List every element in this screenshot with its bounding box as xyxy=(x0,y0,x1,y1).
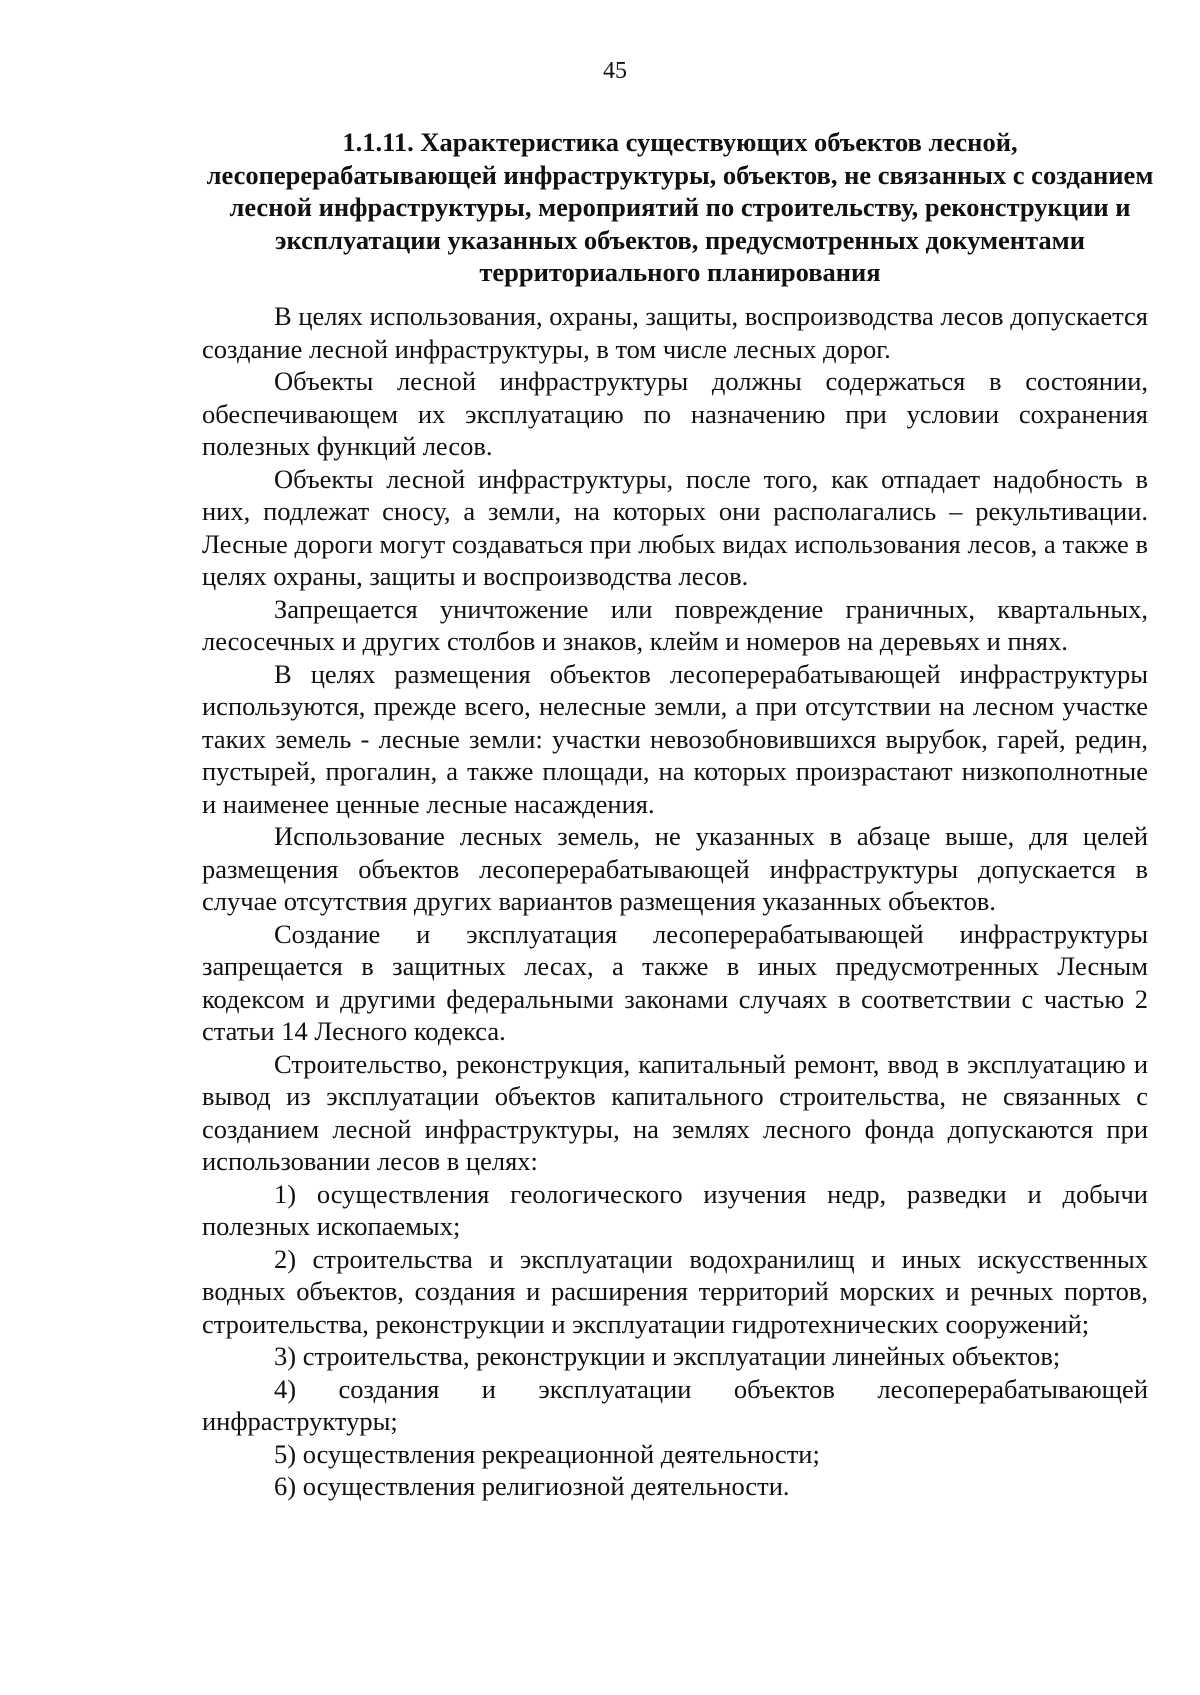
paragraph: Строительство, реконструкция, капитальный ремонт, ввод в эксплуатацию и вывод из эксплуатации объектов капитального строительства, не связанных с созданием лесной инфраструктуры, на землях лесного фонда допускаются при использовании лесов в целях: xyxy=(202,1048,1148,1176)
paragraph: В целях использования, охраны, защиты, воспроизводства лесов допускается создание лесной инфраструктуры, в том числе лесных дорог. xyxy=(202,301,1148,364)
paragraph: Объекты лесной инфраструктуры, после того, как отпадает надобность в них, подлежат сносу, а земли, на которых они располагались – рекультивации. Лесные дороги могут создаваться при любых видах использования лесов, а также в целях охраны, защиты и воспроизводства лесов. xyxy=(202,463,1148,591)
paragraph: Объекты лесной инфраструктуры должны содержаться в состоянии, обеспечивающем их эксплуатацию по назначению при условии сохранения полезных функций лесов. xyxy=(202,366,1148,461)
list-item: 2) строительства и эксплуатации водохранилищ и иных искусственных водных объектов, создания и расширения территорий морских и речных портов, строительства, реконструкции и эксплуатации гидротехнических сооружений; xyxy=(202,1243,1148,1339)
list-item: 5) осуществления рекреационной деятельности; xyxy=(274,1438,820,1469)
paragraph: Запрещается уничтожение или повреждение граничных, квартальных, лесосечных и других столбов и знаков, клейм и номеров на деревьях и пнях. xyxy=(202,593,1148,656)
list-item: 3) строительства, реконструкции и эксплуатации линейных объектов; xyxy=(274,1341,1061,1371)
paragraph: В целях размещения объектов лесоперерабатывающей инфраструктуры используются, прежде всего, нелесные земли, а при отсутствии на лесном участке таких земель - лесные земли: участки невозобновившихся вырубок, гарей, редин, пустырей, прогалин, а также площади, на которых произрастают низкополнотные и наименее ценные лесные насаждения. xyxy=(202,658,1148,819)
document-body xyxy=(202,300,1148,1503)
section-heading: 1.1.11. Характеристика существующих объектов лесной, лесоперерабатывающей инфраструктуры, объектов, не связанных с созданием лесной инфраструктуры, мероприятий по строительству, реконструкции и эксплуатации указанных объектов, предусмотренных документами территориального планирования xyxy=(206,127,1154,287)
paragraph: Использование лесных земель, не указанных в абзаце выше, для целей размещения объектов лесоперерабатывающей инфраструктуры допускается в случае отсутствия других вариантов размещения указанных объектов. xyxy=(202,821,1148,916)
list-item: 4) создания и эксплуатации объектов лесоперерабатывающей инфраструктуры; xyxy=(202,1373,1148,1436)
paragraph: Создание и эксплуатация лесоперерабатывающей инфраструктуры запрещается в защитных лесах, а также в иных предусмотренных Лесным кодексом и другими федеральными законами случаях в соответствии с частью 2 статьи 14 Лесного кодекса. xyxy=(202,918,1148,1046)
list-item: 6) осуществления религиозной деятельности. xyxy=(274,1471,790,1501)
list-item: 1) осуществления геологического изучения недр, разведки и добычи полезных ископаемых; xyxy=(202,1178,1148,1241)
page-number: 45 xyxy=(603,58,627,84)
